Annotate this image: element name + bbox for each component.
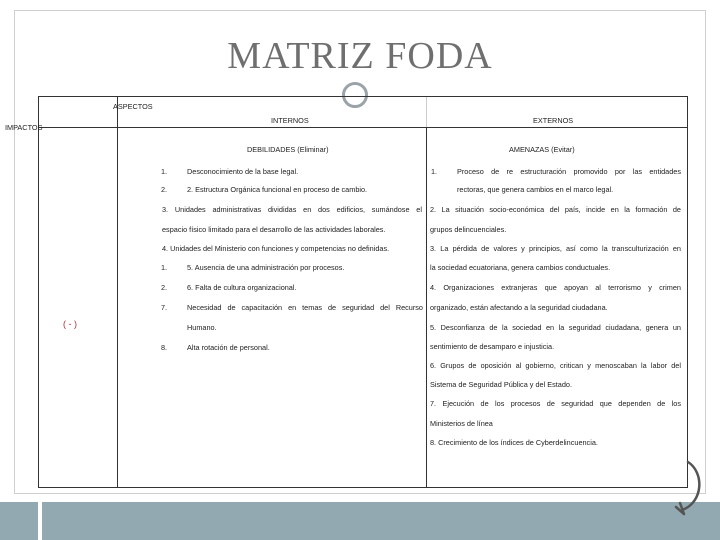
list-item: Humano. [187, 323, 217, 332]
list-item: espacio físico limitado para el desarrollo de las actividades laborales. [162, 225, 386, 234]
debilidades-heading: DEBILIDADES (Eliminar) [247, 145, 329, 154]
list-item: sentimiento de desamparo e injusticia. [430, 342, 555, 351]
slide-title: MATRIZ FODA [227, 35, 493, 77]
list-item: 5. Desconfianza de la sociedad en la seguridad ciudadana, genera un [430, 323, 681, 332]
list-item: Alta rotación de personal. [187, 343, 270, 352]
list-item-number: 2. [161, 283, 168, 292]
header-mid-divider [426, 97, 427, 127]
list-item: Ministerios de línea [430, 419, 493, 428]
impact-sign: ( - ) [63, 319, 77, 329]
list-item-number: 7. [161, 303, 168, 312]
list-item: 2. Estructura Orgánica funcional en proceso de cambio. [187, 185, 368, 194]
list-item: 3. La pérdida de valores y principios, así como la transculturización en [430, 244, 681, 253]
list-item: la sociedad ecuatoriana, genera cambios conductuales. [430, 263, 611, 272]
list-item: 3. Unidades administrativas divididas en dos edificios, sumándose el [162, 205, 422, 214]
list-item: rectoras, que genera cambios en el marco legal. [457, 185, 614, 194]
list-item: 2. La situación socio-económica del país, incide en la formación de [430, 205, 681, 214]
label-internos: INTERNOS [271, 116, 309, 125]
list-item: 6. Grupos de oposición al gobierno, critican y menoscaban la labor del [430, 361, 681, 370]
list-item-number: 2. [161, 185, 168, 194]
list-item: 4. Organizaciones extranjeras que apoyan al terrorismo y crimen [430, 283, 681, 292]
list-item-number: 1. [431, 167, 438, 176]
list-item-number: 8. [161, 343, 168, 352]
list-item: 8. Crecimiento de los índices de Cyberdelincuencia. [430, 438, 598, 447]
label-aspectos: ASPECTOS [113, 102, 153, 111]
mid-divider [426, 127, 427, 487]
header-divider [39, 127, 687, 128]
list-item: Proceso de re estructuración promovido por las entidades [457, 167, 681, 176]
list-item: Sistema de Seguridad Pública y del Estado. [430, 380, 572, 389]
foda-matrix [5, 96, 688, 488]
curved-arrow-icon[interactable] [670, 458, 704, 520]
label-externos: EXTERNOS [533, 116, 574, 125]
amenazas-heading: AMENAZAS (Evitar) [509, 145, 575, 154]
band-notch [38, 502, 42, 540]
list-item: Desconocimiento de la base legal. [187, 167, 299, 176]
label-impactos: IMPACTOS [5, 123, 43, 132]
left-divider [117, 97, 118, 487]
bottom-band [0, 502, 720, 540]
list-item: organizado, están afectando a la seguridad ciudadana. [430, 303, 608, 312]
list-item-number: 1. [161, 167, 168, 176]
list-item: 6. Falta de cultura organizacional. [187, 283, 297, 292]
list-item: 4. Unidades del Ministerio con funciones y competencias no definidas. [162, 244, 390, 253]
list-item: 7. Ejecución de los procesos de seguridad que dependen de los [430, 399, 681, 408]
list-item: Necesidad de capacitación en temas de seguridad del Recurso [187, 303, 423, 312]
list-item: grupos delincuenciales. [430, 225, 507, 234]
list-item-number: 1. [161, 263, 168, 272]
list-item: 5. Ausencia de una administración por procesos. [187, 263, 345, 272]
